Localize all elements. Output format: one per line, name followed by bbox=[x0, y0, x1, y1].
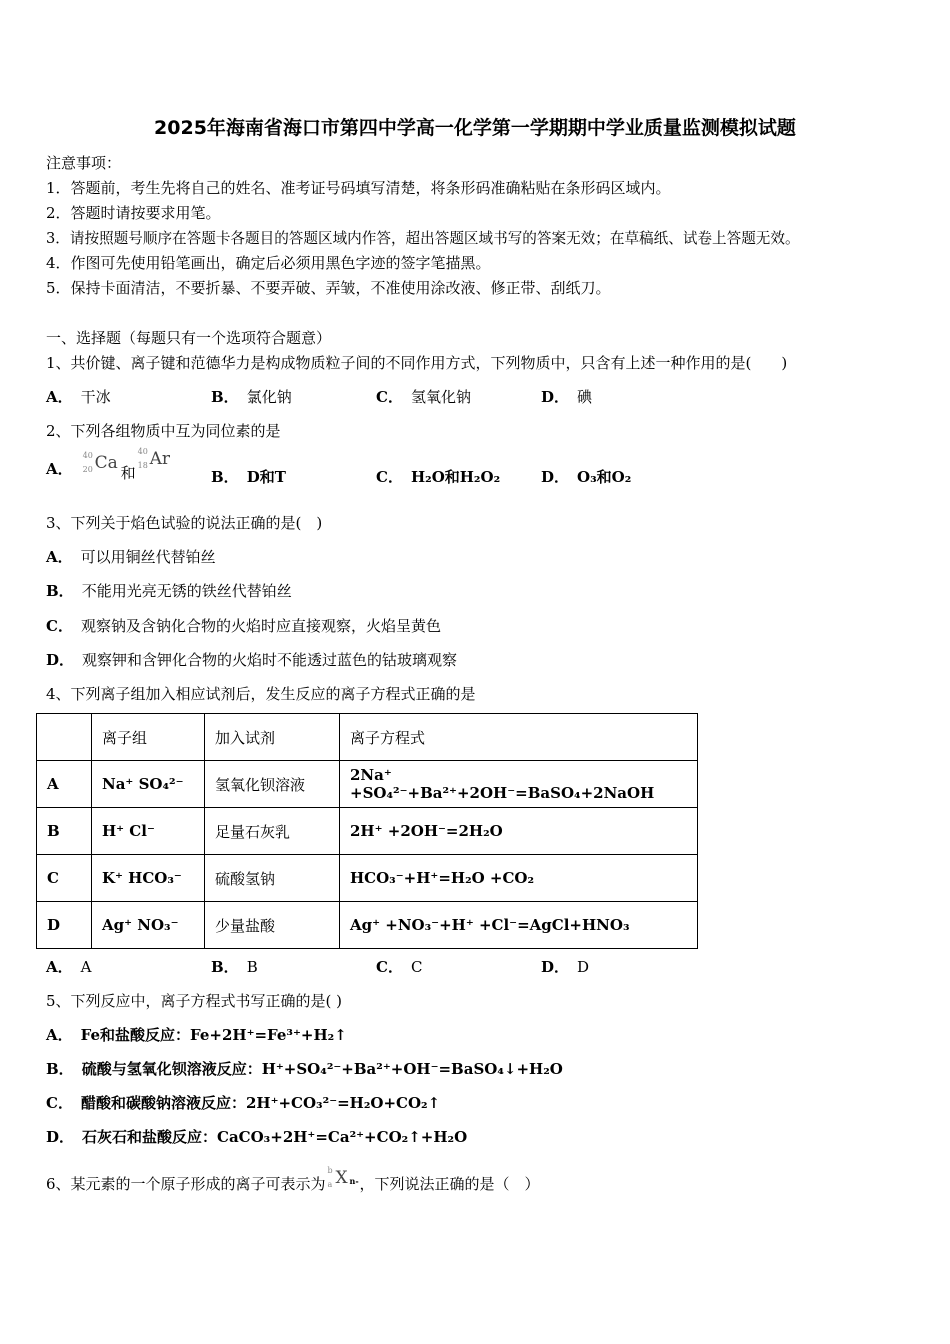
option-text: 碘 bbox=[577, 388, 593, 406]
q4-option-c[interactable]: C． C bbox=[376, 958, 423, 976]
table-cell: A bbox=[37, 761, 92, 808]
q4-option-a[interactable]: A． A bbox=[46, 958, 92, 976]
table-cell: C bbox=[37, 855, 92, 902]
q6-stem-before: 6、某元素的一个原子形成的离子可表示为 bbox=[46, 1175, 326, 1193]
table-cell: 氢氧化钡溶液 bbox=[205, 761, 340, 808]
notice-item: 5．保持卡面清洁，不要折暴、不要弄破、弄皱，不准使用涂改液、修正带、刮纸刀。 bbox=[46, 279, 611, 297]
table-cell: D bbox=[37, 902, 92, 949]
q2-option-a[interactable] bbox=[46, 447, 176, 483]
question-1-stem: 1、共价键、离子键和范德华力是构成物质粒子间的不同作用方式，下列物质中，只含有上述一种作用的是( ) bbox=[46, 354, 788, 372]
ion-table bbox=[36, 713, 698, 949]
q3-option-a[interactable]: A． 可以用铜丝代替铂丝 bbox=[46, 548, 216, 566]
table-header-cell bbox=[37, 714, 92, 761]
table-cell: 足量石灰乳 bbox=[205, 808, 340, 855]
table-cell: 2Na⁺ +SO₄²⁻+Ba²⁺+2OH⁻=BaSO₄+2NaOH bbox=[340, 761, 698, 808]
page-title: 2025年海南省海口市第四中学高一化学第一学期期中学业质量监测模拟试题 bbox=[154, 117, 796, 139]
q5-option-b[interactable]: B． 硫酸与氢氧化钡溶液反应：H⁺+SO₄²⁻+Ba²⁺+OH⁻=BaSO₄↓+H₂O bbox=[46, 1060, 563, 1078]
q1-option-c[interactable] bbox=[376, 386, 471, 407]
table-header-row bbox=[37, 714, 698, 761]
table-row bbox=[37, 902, 698, 949]
table-header-cell: 加入试剂 bbox=[205, 714, 340, 761]
table-cell: B bbox=[37, 808, 92, 855]
table-cell: K⁺ HCO₃⁻ bbox=[92, 855, 205, 902]
q1-option-d[interactable] bbox=[541, 386, 592, 407]
option-text: 干冰 bbox=[80, 388, 111, 406]
q1-option-b[interactable] bbox=[211, 386, 292, 407]
q4-option-b[interactable]: B． B bbox=[211, 958, 258, 976]
q1-option-a[interactable] bbox=[46, 386, 111, 407]
option-label: A． bbox=[46, 388, 73, 406]
table-cell: 2H⁺ +2OH⁻=2H₂O bbox=[340, 808, 698, 855]
question-3-stem: 3、下列关于焰色试验的说法正确的是( ) bbox=[46, 514, 323, 532]
q5-option-d[interactable]: D． 石灰石和盐酸反应：CaCO₃+2H⁺=Ca²⁺+CO₂↑+H₂O bbox=[46, 1128, 468, 1146]
table-row bbox=[37, 855, 698, 902]
option-label: D． bbox=[541, 388, 570, 406]
q3-option-d[interactable]: D． 观察钾和含钾化合物的火焰时不能透过蓝色的钴玻璃观察 bbox=[46, 651, 458, 669]
notice-heading: 注意事项： bbox=[46, 154, 122, 172]
table-header-cell: 离子方程式 bbox=[340, 714, 698, 761]
section-heading: 一、选择题（每题只有一个选项符合题意） bbox=[46, 329, 332, 347]
table-cell: Ag⁺ NO₃⁻ bbox=[92, 902, 205, 949]
nuclide-ca: 40 20 Ca bbox=[82, 451, 118, 474]
option-text: 氢氧化钠 bbox=[410, 388, 471, 406]
table-cell: Ag⁺ +NO₃⁻+H⁺ +Cl⁻=AgCl+HNO₃ bbox=[340, 902, 698, 949]
table-cell: HCO₃⁻+H⁺=H₂O +CO₂ bbox=[340, 855, 698, 902]
option-label: B． bbox=[211, 388, 239, 406]
q2-option-b[interactable]: B． D和T bbox=[211, 468, 286, 486]
table-cell: 硫酸氢钠 bbox=[205, 855, 340, 902]
question-6-stem bbox=[46, 1166, 540, 1198]
notice-item: 4．作图可先使用铅笔画出，确定后必须用黑色字迹的签字笔描黑。 bbox=[46, 254, 491, 272]
nuclide-ar: 40 18 Ar bbox=[137, 447, 171, 470]
q4-option-d[interactable]: D． D bbox=[541, 958, 590, 976]
q5-option-a[interactable]: A． Fe和盐酸反应：Fe+2H⁺=Fe³⁺+H₂↑ bbox=[46, 1026, 347, 1044]
question-2-stem: 2、下列各组物质中互为同位素的是 bbox=[46, 422, 281, 440]
notice-item: 1．答题前，考生先将自己的姓名、准考证号码填写清楚，将条形码准确粘贴在条形码区域内。 bbox=[46, 179, 671, 197]
nuclide-x: b a X n- bbox=[327, 1166, 359, 1189]
option-label: C． bbox=[376, 388, 403, 406]
q3-option-b[interactable]: B． 不能用光亮无锈的铁丝代替铂丝 bbox=[46, 582, 292, 600]
option-text: 氯化钠 bbox=[246, 388, 292, 406]
option-label: A． bbox=[46, 460, 73, 478]
table-row bbox=[37, 808, 698, 855]
q6-stem-after: ，下列说法正确的是（ ） bbox=[359, 1175, 540, 1193]
notice-item: 2．答题时请按要求用笔。 bbox=[46, 204, 221, 222]
and-text: 和 bbox=[120, 464, 136, 482]
table-cell: Na⁺ SO₄²⁻ bbox=[92, 761, 205, 808]
table-cell: H⁺ Cl⁻ bbox=[92, 808, 205, 855]
table-header-cell: 离子组 bbox=[92, 714, 205, 761]
notice-item: 3．请按照题号顺序在答题卡各题目的答题区域内作答，超出答题区域书写的答案无效；在草稿纸、试卷上答题无效。 bbox=[46, 230, 800, 247]
q2-option-c[interactable]: C． H₂O和H₂O₂ bbox=[376, 468, 501, 486]
table-row bbox=[37, 761, 698, 808]
question-4-stem: 4、下列离子组加入相应试剂后，发生反应的离子方程式正确的是 bbox=[46, 685, 476, 703]
table-cell: 少量盐酸 bbox=[205, 902, 340, 949]
q3-option-c[interactable]: C． 观察钠及含钠化合物的火焰时应直接观察，火焰呈黄色 bbox=[46, 617, 441, 635]
q2-option-d[interactable]: D． O₃和O₂ bbox=[541, 468, 632, 486]
q5-option-c[interactable]: C． 醋酸和碳酸钠溶液反应：2H⁺+CO₃²⁻=H₂O+CO₂↑ bbox=[46, 1094, 441, 1112]
question-5-stem: 5、下列反应中，离子方程式书写正确的是( ) bbox=[46, 992, 343, 1010]
